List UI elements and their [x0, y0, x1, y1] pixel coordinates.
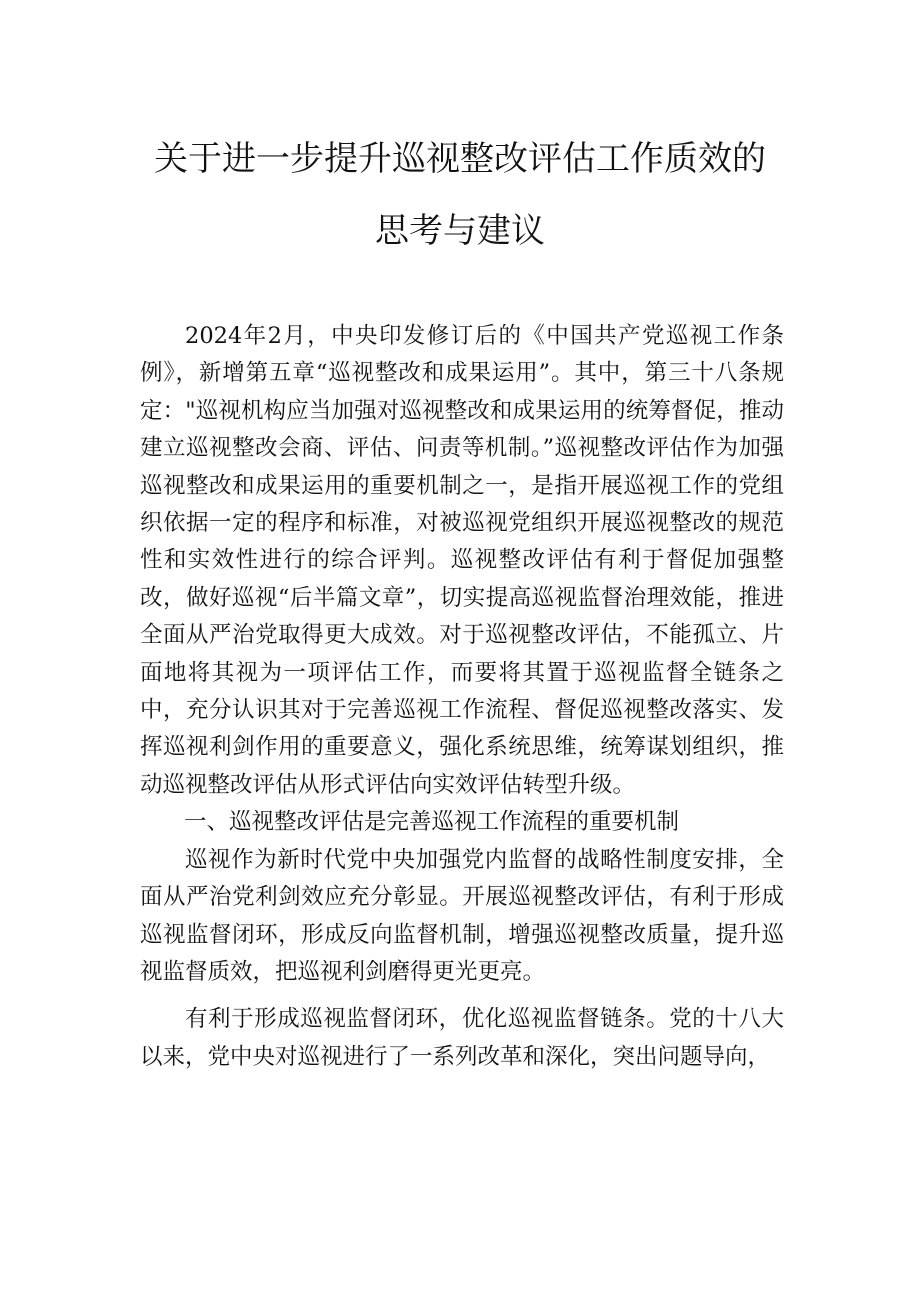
document-title-line-1: 关于进一步提升巡视整改评估工作质效的	[154, 139, 766, 179]
section-1-paragraph-2: 有利于形成巡视监督闭环，优化巡视监督链条。党的十八大以来，党中央对巡视进行了一系列改革和深化，突出问题导向，	[140, 1006, 784, 1070]
intro-paragraph: 2024年2月，中央印发修订后的《中国共产党巡视工作条例》，新增第五章“巡视整改和成果运用”。其中，第三十八条规定："巡视机构应当加强对巡视整改和成果运用的统筹督促，推动建立巡视整改会商、评估、问责等机制。”巡视整改评估作为加强巡视整改和成果运用的重要机制之一，是指开展巡视工作的党组织依据一定的程序和标准，对被巡视党组织开展巡视整改的规范性和实效性进行的综合评判。巡视整改评估有利于督促加强整改，做好巡视“后半篇文章”，切实提高巡视监督治理效能，推进全面从严治党取得更大成效。对于巡视整改评估，不能孤立、片面地将其视为一项评估工作，而要将其置于巡视监督全链条之中，充分认识其对于完善巡视工作流程、督促巡视整改落实、发挥巡视利剑作用的重要意义，强化系统思维，统筹谋划组织，推动巡视整改评估从形式评估向实效评估转型升级。	[140, 323, 784, 798]
section-heading-1: 一、巡视整改评估是完善巡视工作流程的重要机制	[184, 809, 680, 836]
paragraph-gap	[140, 991, 784, 1001]
document-body	[140, 318, 784, 1076]
section-1-paragraph-1: 巡视作为新时代党中央加强党内监督的战略性制度安排，全面从严治党利剑效应充分彰显。开展巡视整改评估，有利于形成巡视监督闭环，形成反向监督机制，增强巡视整改质量，提升巡视监督质效，把巡视利剑磨得更光更亮。	[140, 846, 784, 985]
document-title-line-2: 思考与建议	[375, 211, 545, 251]
